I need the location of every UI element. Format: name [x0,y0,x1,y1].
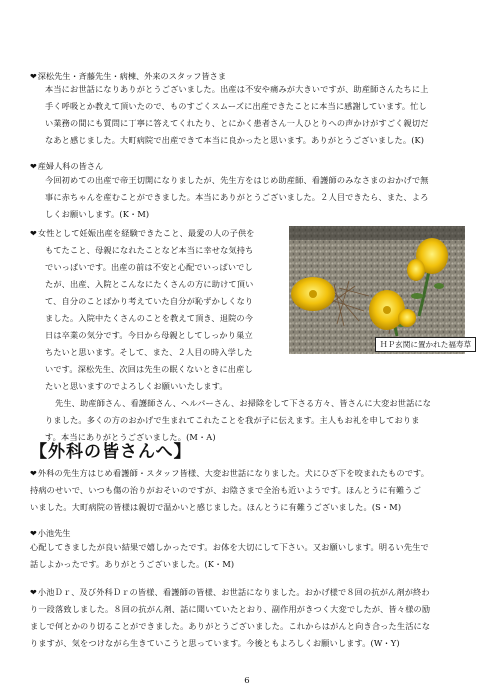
message-text: 事に赤ちゃんを産むことができました。本当にありがとうございました。２人目できたら、また、よろ [45,192,429,202]
message-text: 今回初めての出産で帝王切開になりましたが、先生方をはじめ助産師、看護師のみなさまのおかげで無 [45,175,429,185]
heading-obgyn: ❤産婦人科の皆さん [30,161,104,171]
page-number: 6 [244,676,250,686]
heart-icon: ❤ [30,162,37,171]
message-text: す。本当にありがとうございました。(M・A) [45,432,216,442]
message-text: たいと思いますのでよろしくお願いいたします。 [45,381,228,391]
fukujuso-photo [289,226,465,354]
message-text: ❤女性として妊娠出産を経験できたこと、最愛の人の子供を [30,228,255,238]
message-text: いです。深松先生、次回は先生の眠くないときに出産し [45,364,253,374]
heart-icon: ❤ [30,469,37,478]
message-text: ました。入院中たくさんのことを教えて頂き、退院の今 [45,313,254,323]
section-title-surgery: 【外科の皆さんへ】 [30,442,192,462]
message-text: 話しよかったです。ありがとうございました。(K・M) [30,559,235,569]
message-text: なあと感じました。大町病院で出産できて本当に良かったと思います。ありがとうございました。(K) [45,135,425,145]
message-text: 心配してきましたが良い結果で嬉しかったです。お体を大切にして下さい。又お願いします。明るい先生で [30,542,429,552]
message-text: りました。多くの方のおかげで生まれてこれたことを我が子に伝えます。主人もお礼を申しておりま [45,415,420,425]
photo-caption: ＨＰ玄関に置かれた福寿草 [375,337,476,352]
message-text: 日は卒業の気分です。今日から母親としてしっかり巣立 [45,330,253,340]
message-text: りますが、気をつけながら生きていこうと思っています。今後ともよろしくお願いします。(W・Y) [30,638,400,648]
message-text: ❤小池Ｄｒ、及び外科Ｄｒの皆様、看護師の皆様、お世話になりました。おかげ様で８回の抗がん剤が終わ [30,587,430,597]
message-text: ましで何とかのり切ることができました。ありがとうございました。これからはがんと向き合った生活にな [30,621,431,631]
heart-icon: ❤ [30,529,37,538]
heading-dr-koike: ❤小池先生 [30,528,71,538]
message-text: いました。大町病院の皆様は親切で温かいと感じました。ほんとうに有難うございました。(S・M) [30,502,402,512]
message-text: 先生、助産師さん、看護師さん、ヘルパーさん、お掃除をして下さる方々、皆さんに大変お世話にな [55,398,432,408]
message-text: り一段落致しました。８回の抗がん剤、話に聞いていたとおり、副作用がきつく大変でしたが、皆々様の励 [30,604,431,614]
message-text: 本当にお世話になりありがとうございました。出産は不安や痛みが大きいですが、助産師さんたちに上 [45,84,429,94]
message-text: 手く呼吸とか教えて頂いたので、ものすごくスムーズに出産できたことに本当に感謝しています。忙し [45,101,427,111]
heart-icon: ❤ [30,72,37,81]
message-text: たが、出産、入院とこんなにたくさんの方に助けて頂い [45,279,254,289]
message-text: ちたいと思います。そして、また、２人目の時入学した [45,347,253,357]
message-text: い業務の間にも質問に丁寧に答えてくれたり、とにかく患者さん一人ひとりへの声かけがすごく親切だ [45,118,429,128]
message-text: 持病のせいで、いつも傷の治りがおそいのですが、お陰さまで全治も近いようです。ほんとうに有難うご [30,485,422,495]
message-text: もてたこと、母親になれたことなど本当に幸せな気持ち [45,245,254,255]
message-text: しくお願いします。(K・M) [45,209,150,219]
heart-icon: ❤ [30,229,37,238]
message-text: て、自分のことばかり考えていた自分が恥ずかしくなり [45,296,254,306]
message-text: でいっぱいです。出産の前は不安と心配でいっぱいでし [45,262,253,272]
heading-obstetrics-staff: ❤深松先生・斉藤先生・病棟、外来のスタッフ皆さま [30,71,227,81]
message-text: ❤外科の先生方はじめ看護師・スタッフ皆様、大変お世話になりました。犬にひざ下を咬まれたものです。 [30,468,430,478]
heart-icon: ❤ [30,588,37,597]
